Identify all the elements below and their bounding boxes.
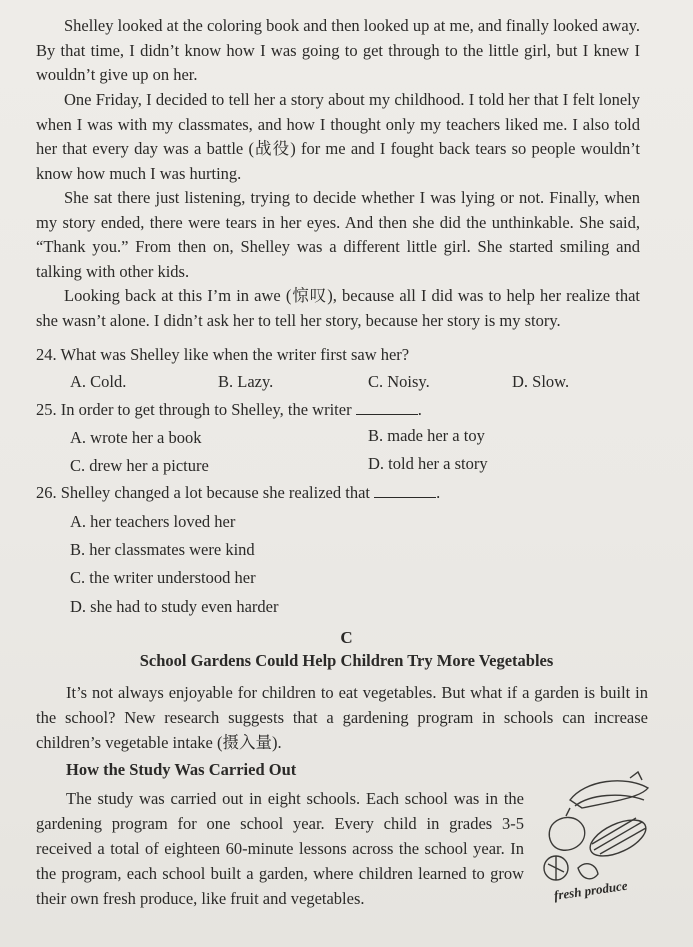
- q26-option-a[interactable]: A. her teachers loved her: [70, 512, 236, 531]
- answer-blank: [374, 483, 436, 498]
- question-26-end: .: [436, 483, 441, 502]
- passage-b-paragraph-4: Looking back at this I’m in awe (惊叹), because all I did was to help her realize that she wasn’t alone. I didn’t ask her to tell her story, because her story is my story.: [36, 286, 640, 330]
- passage-c-intro: It’s not always enjoyable for children to eat vegetables. But what if a garden is built in the school? New research suggests that a gardening program in schools can increase children’s vegetable intake (摄入量).: [36, 683, 648, 752]
- q26-option-c[interactable]: C. the writer understood her: [70, 568, 256, 587]
- question-26-stem: [36, 483, 440, 503]
- q25-option-b[interactable]: B. made her a toy: [368, 426, 485, 445]
- q24-option-d[interactable]: D. Slow.: [512, 372, 570, 391]
- question-25-end: .: [417, 400, 422, 419]
- image-caption: fresh produce: [553, 877, 629, 903]
- q24-option-a[interactable]: A. Cold.: [70, 372, 127, 391]
- fresh-produce-illustration: [530, 770, 660, 890]
- passage-b-paragraph-2: One Friday, I decided to tell her a story about my childhood. I told her that I felt lonely when I was with my classmates, and how I thought only my teachers liked me. I also told her that every day was a battle (战役) for me and I fought back tears so people wouldn’t know how much I was hurting.: [36, 90, 640, 183]
- section-letter: C: [340, 628, 353, 647]
- answer-blank: [356, 400, 418, 415]
- q25-option-d[interactable]: D. told her a story: [368, 454, 488, 473]
- question-26-text: 26. Shelley changed a lot because she realized that: [36, 483, 370, 502]
- q25-option-a[interactable]: A. wrote her a book: [70, 428, 202, 447]
- q26-option-d[interactable]: D. she had to study even harder: [70, 597, 279, 616]
- q26-option-b[interactable]: B. her classmates were kind: [70, 540, 255, 559]
- section-subheading: How the Study Was Carried Out: [66, 760, 297, 779]
- q25-option-c[interactable]: C. drew her a picture: [70, 456, 209, 475]
- passage-b-paragraph-1: Shelley looked at the coloring book and then looked up at me, and finally looked away. By that time, I didn’t know how I was going to get through to the little girl, but I knew I wouldn’t give up on her.: [36, 16, 640, 84]
- passage-c-title: School Gardens Could Help Children Try More Vegetables: [139, 651, 554, 670]
- passage-c-study: The study was carried out in eight schools. Each school was in the gardening program for one school year. Every child in grades 3-5 received a total of eighteen 60-minute lessons across the school year. In the program, each school built a garden, where children learned to grow their own fresh produce, like fruit and vegetables.: [36, 789, 524, 908]
- passage-b-paragraph-3: She sat there just listening, trying to decide whether I was lying or not. Finally, when my story ended, there were tears in her eyes. And then she did the unthinkable. She said, “Thank you.” From then on, Shelley was a different little girl. She started smiling and talking with other kids.: [36, 188, 640, 281]
- question-25-stem: [36, 400, 422, 420]
- question-24-stem: 24. What was Shelley like when the writer first saw her?: [36, 345, 410, 364]
- question-25-text: 25. In order to get through to Shelley, the writer: [36, 400, 352, 419]
- q24-option-b[interactable]: B. Lazy.: [218, 372, 274, 391]
- q24-option-c[interactable]: C. Noisy.: [368, 372, 430, 391]
